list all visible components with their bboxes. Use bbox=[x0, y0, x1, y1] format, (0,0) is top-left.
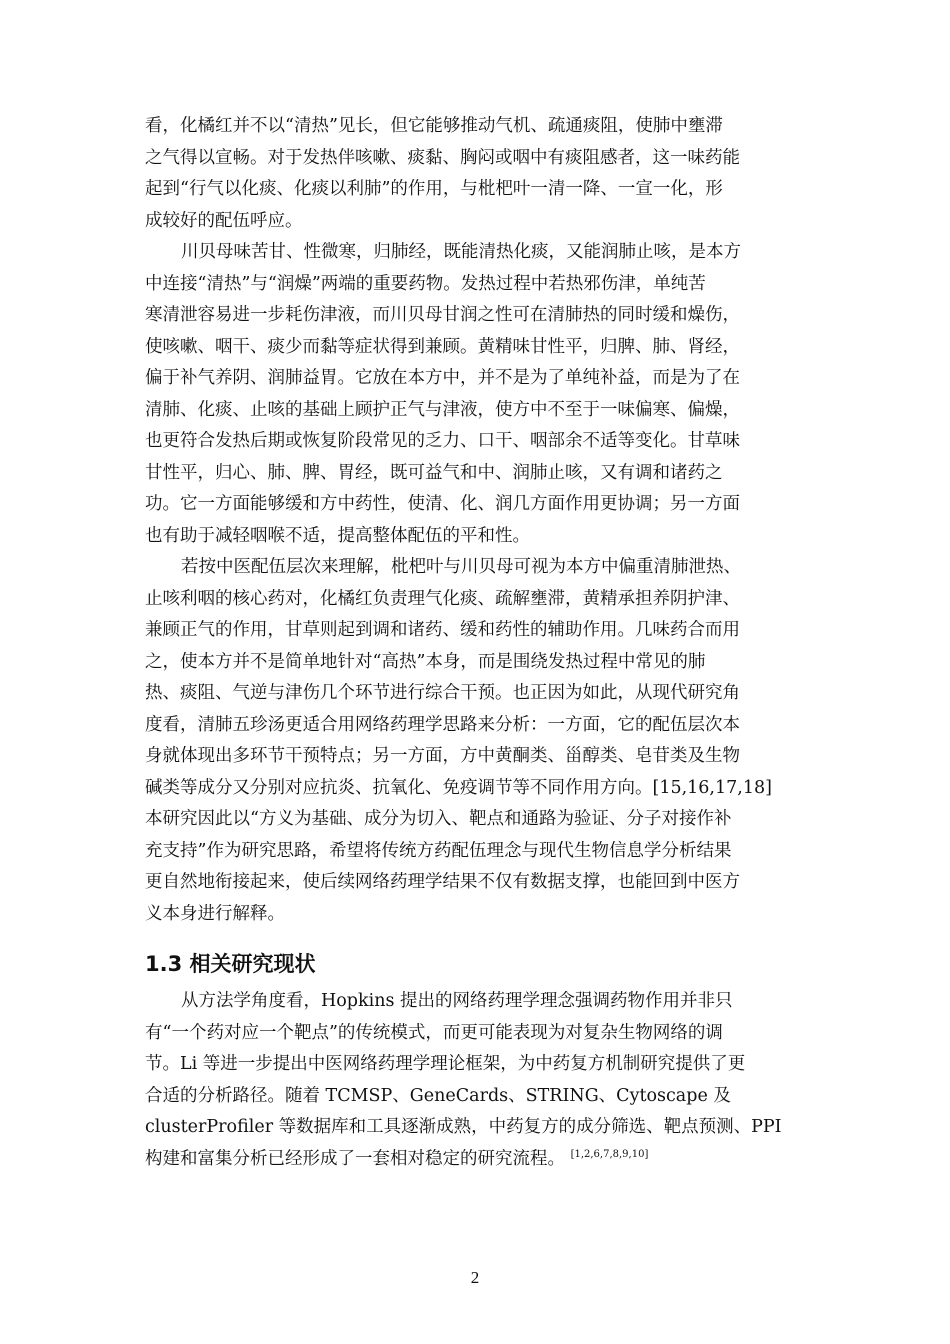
citation-superscript: [1,2,6,7,8,9,10] bbox=[570, 1148, 649, 1160]
page-body bbox=[145, 111, 805, 1175]
text-line: 之气得以宣畅。对于发热伴咳嗽、痰黏、胸闷或咽中有痰阻感者，这一味药能 bbox=[145, 147, 740, 168]
text-line: 之，使本方并不是简单地针对“高热”本身，而是围绕发热过程中常见的肺 bbox=[145, 651, 706, 672]
text-line: 功。它一方面能够缓和方中药性，使清、化、润几方面作用更协调；另一方面 bbox=[145, 494, 740, 514]
text-line: 义本身进行解释。 bbox=[145, 903, 285, 924]
text-line: 更自然地衔接起来，使后续网络药理学结果不仅有数据支撑，也能回到中医方 bbox=[145, 872, 740, 892]
text-line: 看，化橘红并不以“清热”见长，但它能够推动气机、疏通痰阻，使肺中壅滞 bbox=[145, 116, 723, 136]
text-line: 从方法学角度看，Hopkins 提出的网络药理学理念强调药物作用并非只 bbox=[181, 991, 733, 1011]
text-line: 止咳利咽的核心药对，化橘红负责理气化痰、疏解壅滞，黄精承担养阴护津、 bbox=[145, 588, 740, 609]
text-line: 川贝母味苦甘、性微寒，归肺经，既能清热化痰，又能润肺止咳，是本方 bbox=[181, 242, 741, 262]
section-heading: 1.3 相关研究现状 bbox=[145, 952, 316, 976]
text-line: 偏于补气养阴、润肺益胃。它放在本方中，并不是为了单纯补益，而是为了在 bbox=[145, 368, 740, 388]
text-line: 成较好的配伍呼应。 bbox=[145, 210, 303, 231]
text-line: 度看，清肺五珍汤更适合用网络药理学思路来分析：一方面，它的配伍层次本 bbox=[145, 714, 740, 735]
text-line: 若按中医配伍层次来理解，枇杷叶与川贝母可视为本方中偏重清肺泄热、 bbox=[181, 557, 741, 577]
paragraph-research-status bbox=[145, 986, 805, 1175]
text-line: 身就体现出多环节干预特点；另一方面，方中黄酮类、甾醇类、皂苷类及生物 bbox=[145, 746, 740, 766]
text-line: 甘性平，归心、肺、脾、胃经，既可益气和中、润肺止咳，又有调和诸药之 bbox=[145, 462, 723, 483]
text-line: 兼顾正气的作用，甘草则起到调和诸药、缓和药性的辅助作用。几味药合而用 bbox=[145, 620, 740, 640]
text-line: 有“一个药对应一个靶点”的传统模式，而更可能表现为对复杂生物网络的调 bbox=[145, 1022, 723, 1043]
text-line: 使咳嗽、咽干、痰少而黏等症状得到兼顾。黄精味甘性平，归脾、肺、肾经， bbox=[145, 336, 740, 357]
text-line: 清肺、化痰、止咳的基础上顾护正气与津液，使方中不至于一味偏寒、偏燥， bbox=[145, 399, 740, 420]
text-line: 充支持”作为研究思路，希望将传统方药配伍理念与现代生物信息学分析结果 bbox=[145, 840, 732, 861]
text-line-with-citation bbox=[145, 1144, 805, 1176]
text-line: 中连接“清热”与“润燥”两端的重要药物。发热过程中若热邪伤津，单纯苦 bbox=[145, 273, 706, 294]
text-line: 本研究因此以“方义为基础、成分为切入、靶点和通路为验证、分子对接作补 bbox=[145, 809, 732, 829]
text-line: 热、痰阻、气逆与津伤几个环节进行综合干预。也正因为如此，从现代研究角 bbox=[145, 683, 740, 703]
text-line-content: 构建和富集分析已经形成了一套相对稳定的研究流程。 bbox=[145, 1148, 565, 1169]
text-line: 寒清泄容易进一步耗伤津液，而川贝母甘润之性可在清肺热的同时缓和燥伤， bbox=[145, 305, 740, 325]
text-line: 合适的分析路径。随着 TCMSP、GeneCards、STRING、Cytoscape 及 bbox=[145, 1085, 731, 1106]
paragraph-chuan-bei-mu bbox=[145, 237, 805, 552]
text-line: 碱类等成分又分别对应抗炎、抗氧化、免疫调节等不同作用方向。[15,16,17,18] bbox=[145, 777, 772, 798]
paragraph-hua-ju-hong bbox=[145, 111, 805, 237]
page-number: 2 bbox=[470, 1268, 480, 1287]
paragraph-compatibility-levels bbox=[145, 552, 805, 930]
text-line: 节。Li 等进一步提出中医网络药理学理论框架，为中药复方机制研究提供了更 bbox=[145, 1054, 746, 1074]
text-line: 也有助于减轻咽喉不适，提高整体配伍的平和性。 bbox=[145, 525, 530, 546]
text-line: clusterProfiler 等数据库和工具逐渐成熟，中药复方的成分筛选、靶点预测、PPI bbox=[145, 1117, 782, 1137]
text-line: 也更符合发热后期或恢复阶段常见的乏力、口干、咽部余不适等变化。甘草味 bbox=[145, 431, 740, 451]
text-line: 起到“行气以化痰、化痰以利肺”的作用，与枇杷叶一清一降、一宣一化，形 bbox=[145, 179, 723, 199]
